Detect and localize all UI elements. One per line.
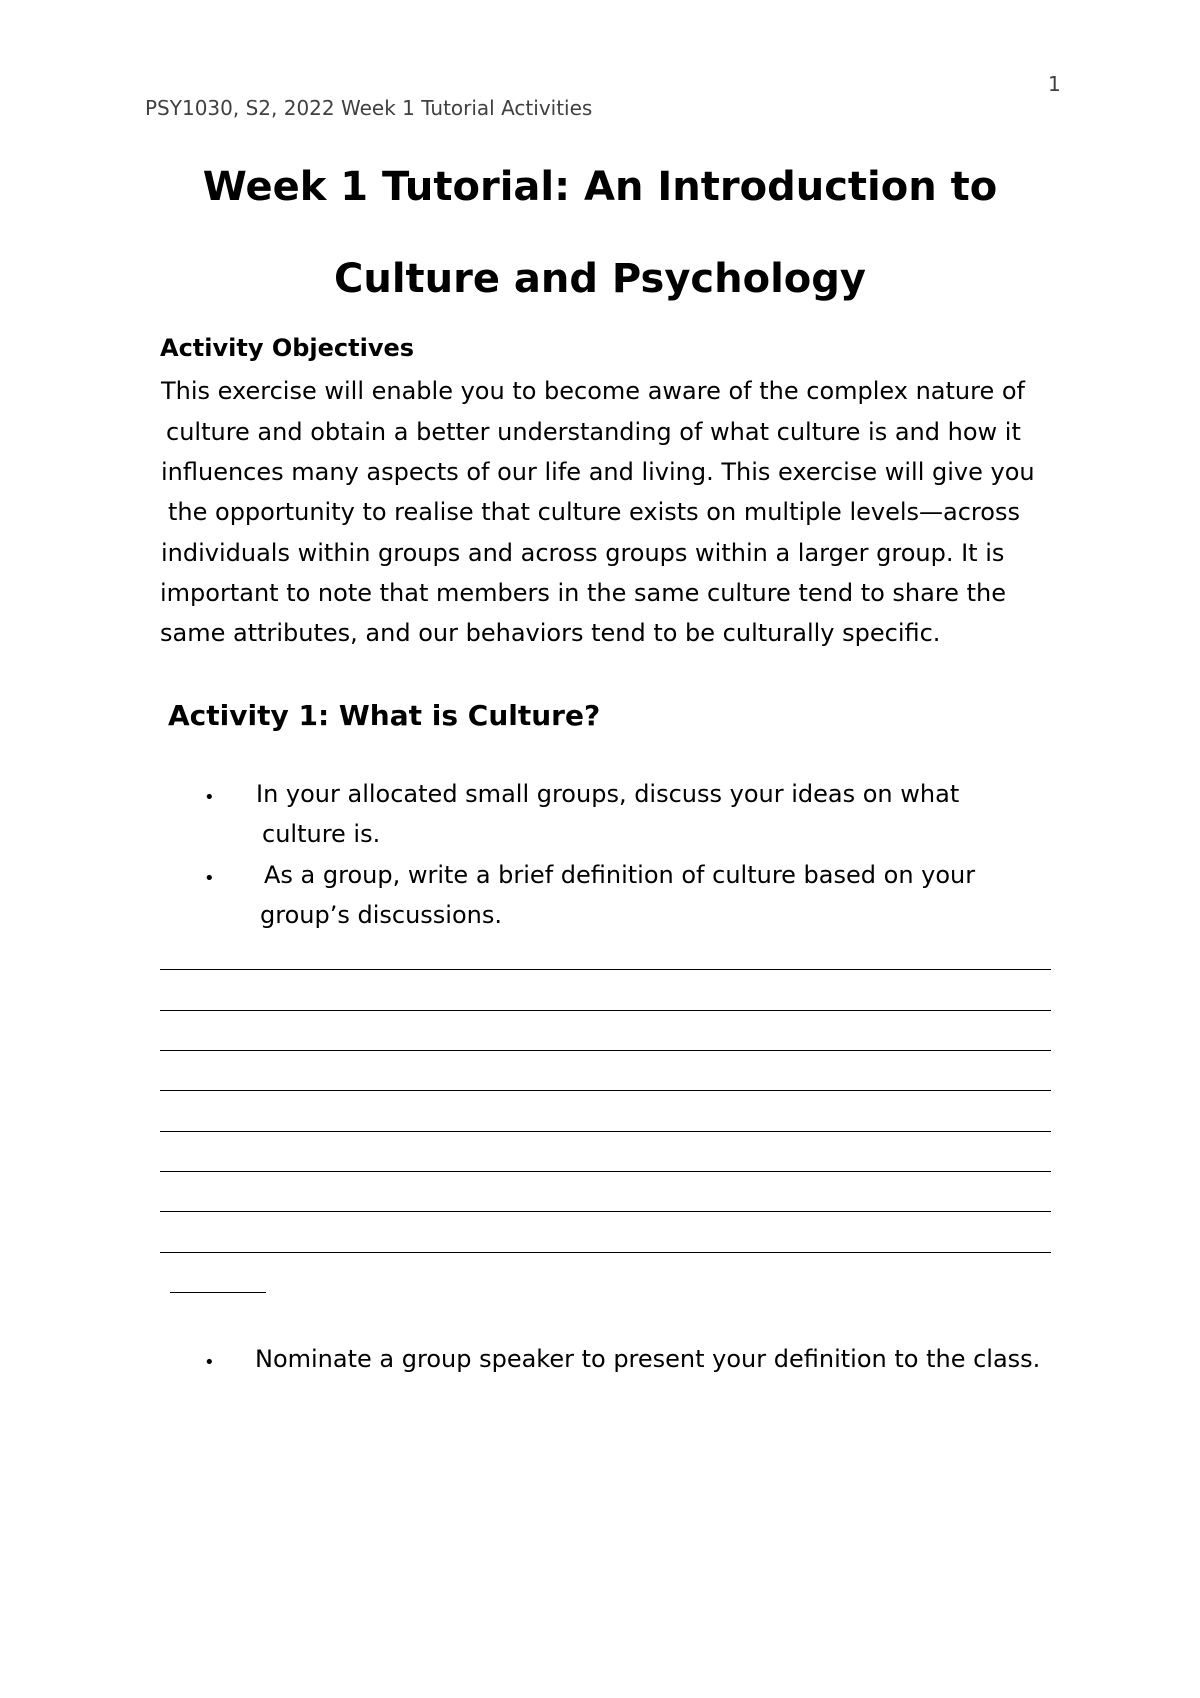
answer-line[interactable]	[160, 969, 1051, 970]
answer-line[interactable]	[160, 1211, 1051, 1212]
bullet-1-line-2: culture is.	[262, 820, 381, 848]
objectives-heading: Activity Objectives	[160, 334, 415, 362]
objectives-paragraph-line: individuals within groups and across groups within a larger group. It is	[161, 539, 1005, 567]
objectives-paragraph-line: same attributes, and our behaviors tend to be culturally specific.	[160, 619, 941, 647]
answer-line-short[interactable]	[170, 1292, 266, 1293]
objectives-paragraph-line: This exercise will enable you to become aware of the complex nature of	[161, 377, 1025, 405]
bullet-1-line-1: In your allocated small groups, discuss your ideas on what	[256, 780, 960, 808]
objectives-paragraph-line: important to note that members in the same culture tend to share the	[160, 579, 1006, 607]
answer-line[interactable]	[160, 1090, 1051, 1091]
answer-line[interactable]	[160, 1252, 1051, 1253]
page-title-line-2: Culture and Psychology	[333, 256, 866, 302]
objectives-paragraph-line: influences many aspects of our life and living. This exercise will give you	[161, 458, 1035, 486]
objectives-paragraph-line: the opportunity to realise that culture exists on multiple levels—across	[168, 498, 1020, 526]
answer-line[interactable]	[160, 1050, 1051, 1051]
bullet-icon: •	[204, 787, 215, 808]
page-title-line-1: Week 1 Tutorial: An Introduction to	[202, 164, 998, 210]
answer-line[interactable]	[160, 1010, 1051, 1011]
page-number: 1	[1048, 72, 1061, 96]
bullet-icon: •	[204, 868, 215, 889]
bullet-3: Nominate a group speaker to present your definition to the class.	[255, 1345, 1041, 1373]
answer-line[interactable]	[160, 1171, 1051, 1172]
answer-line[interactable]	[160, 1131, 1051, 1132]
page-header: PSY1030, S2, 2022 Week 1 Tutorial Activities	[145, 96, 593, 120]
bullet-2-line-2: group’s discussions.	[260, 901, 502, 929]
activity-1-heading: Activity 1: What is Culture?	[168, 699, 601, 732]
bullet-icon: •	[204, 1352, 215, 1373]
objectives-paragraph-line: culture and obtain a better understanding of what culture is and how it	[166, 418, 1021, 446]
bullet-2-line-1: As a group, write a brief definition of culture based on your	[264, 861, 976, 889]
